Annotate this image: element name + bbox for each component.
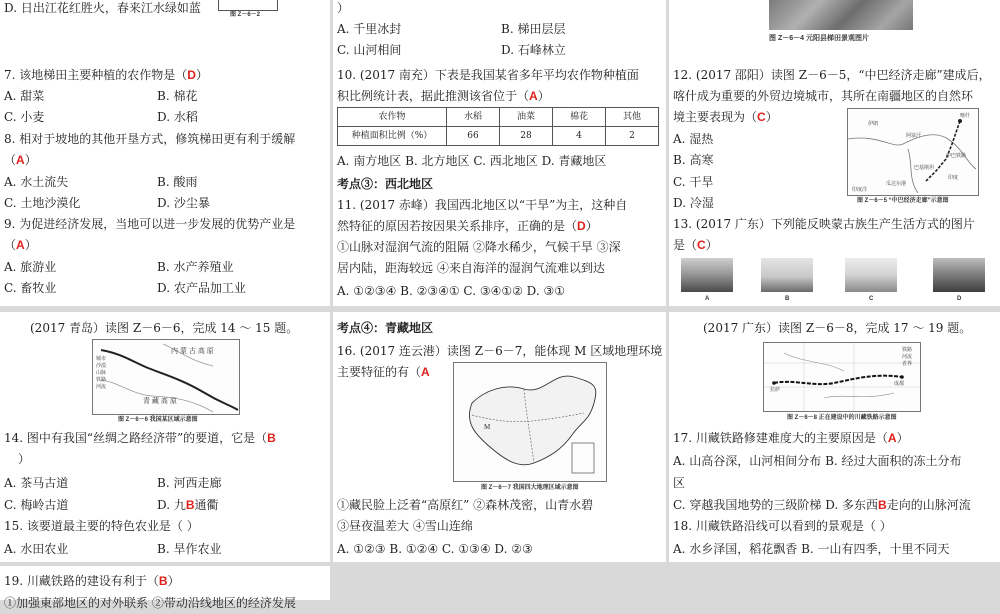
panel-q12-q13 (669, 0, 1000, 306)
answer-12: C (757, 110, 766, 124)
q14-option-c: C. 梅岭古道 (4, 498, 69, 512)
option-d-top: D. 日出江花红胜火，春来江水绿如蓝 (4, 1, 201, 15)
question-9: 9. 为促进经济发展，当地可以进一步发展的优势产业是 (4, 217, 296, 231)
q9-option-b: B. 水产养殖业 (157, 260, 234, 274)
q10-options: A. 南方地区 B. 北方地区 C. 西北地区 D. 青藏地区 (337, 154, 607, 168)
top-option-b: B. 梯田层层 (501, 22, 566, 36)
legend-item: 城市 (96, 356, 107, 362)
question-13-line2 (673, 235, 718, 256)
top-option-c: C. 山河相间 (337, 43, 402, 57)
q17-close: ） (896, 431, 909, 445)
q14-option-d-mark: B (185, 498, 195, 512)
map-label: 巴基斯坦 (914, 165, 935, 171)
question-19-line2: ①加强東部地区的对外联系 ②带动沿线地区的经济发展 (4, 596, 296, 610)
figure-caption-z68: 图 Z－6－8 正在建设中的川藏铁路示意图 (787, 415, 897, 421)
question-12: 12. (2017 邵阳）读图 Z－6－5，“中巴经济走廊”建成后， (673, 68, 991, 82)
q9-option-c: C. 畜牧业 (4, 281, 57, 295)
question-16-line3: ①藏民脸上泛着“高原红” ②森林茂密，山青水碧 (337, 498, 594, 512)
q7-option-d: D. 水稻 (157, 110, 198, 124)
legend-item: 河流 (96, 384, 107, 390)
answer-17: A (887, 431, 897, 445)
q14-text: 14. 图中有我国“丝绸之路经济带”的要道，它是（ (4, 431, 268, 445)
map-label: 瓜达尔港 (886, 181, 907, 187)
question-16: 16. (2017 连云港）读图 Z－6－7，能体现 M 区域地理环境 (337, 344, 663, 358)
map-label: 印度洋 (852, 187, 868, 193)
q9-option-d: D. 农产品加工业 (157, 281, 246, 295)
photo-label-c: C (869, 296, 874, 302)
china-regions-map (453, 362, 607, 482)
question-10-line2 (337, 86, 550, 107)
photo-label-a: A (705, 296, 710, 302)
table-header-cell: 其他 (606, 108, 659, 127)
question-7-text: 7. 该地梯田主要种植的农作物是（ (4, 68, 188, 82)
top-option-a: A. 千里冰封 (337, 22, 402, 36)
q8-close: ） (24, 153, 37, 167)
q9-open: （ (4, 238, 17, 252)
q7-option-b: B. 棉花 (157, 89, 198, 103)
question-10: 10. (2017 南充）下表是我国某省多年平均农作物种植面 (337, 68, 639, 82)
question-12-line3 (673, 107, 778, 128)
figure-caption-z65: 图 Z－6－5 “中巴经济走廊”示意图 (857, 198, 949, 204)
question-7 (4, 65, 208, 86)
figure-caption-z64: 图 Z－6－4 元阳县梯田景观图片 (769, 35, 869, 42)
table-row (338, 127, 659, 146)
question-11-line2 (337, 216, 598, 237)
panel-q16 (333, 312, 666, 562)
q11-close: ） (585, 219, 598, 233)
q11-options: A. ①②③④ B. ②③④① C. ③④①② D. ③① (337, 284, 565, 298)
q13-text2: 是（ (673, 238, 698, 252)
answer-8: A (16, 153, 25, 167)
answer-16: A (421, 365, 430, 379)
table-cell: 种植面积比例（%） (338, 127, 447, 146)
q19-close: ） (167, 574, 180, 588)
table-header-row (338, 108, 659, 127)
map-label-m: M (484, 423, 491, 431)
figure-z62-frame (218, 0, 278, 11)
terrace-photo (769, 0, 913, 30)
q18-options: A. 水乡泽国，稻花飘香 B. 一山有四季，十里不同天 (673, 542, 950, 556)
crop-area-table (337, 107, 659, 146)
q10-close: ） (537, 89, 550, 103)
table-cell: 4 (553, 127, 606, 146)
q8-option-d: D. 沙尘暴 (157, 196, 210, 210)
question-8-line2 (4, 150, 37, 171)
panel-q14-q15 (0, 312, 330, 562)
top-close-paren: ） (337, 1, 350, 15)
answer-9: A (16, 238, 25, 252)
panel-q10-q11 (333, 0, 666, 306)
q19-text: 19. 川藏铁路的建设有利于（ (4, 574, 159, 588)
answer-10: A (529, 89, 538, 103)
photo-label-b: B (785, 296, 790, 302)
q16-text2: 主要特征的有（ (337, 365, 422, 379)
figure-caption-z62: 图 Z－6－2 (230, 12, 261, 18)
table-cell: 66 (447, 127, 500, 146)
q17-text: 17. 川藏铁路修建难度大的主要原因是（ (673, 431, 888, 445)
question-11-line3: ①山脉对湿润气流的阻隔 ②降水稀少，气候干旱 ③深 (337, 240, 621, 254)
table-cell: 2 (606, 127, 659, 146)
answer-7: D (187, 68, 196, 82)
legend-item: 铁路 (902, 347, 913, 353)
q17-option-b-cont: 区 (673, 476, 686, 490)
map-label: 中巴铁路 (946, 153, 967, 159)
question-7-close: ） (195, 68, 208, 82)
question-16-line2 (337, 362, 430, 383)
intro-14-15: (2017 青岛）读图 Z－6－6，完成 14 ～ 15 题。 (30, 321, 299, 335)
table-header-cell: 水稻 (447, 108, 500, 127)
sichuan-tibet-railway-map (763, 342, 921, 412)
q17-option-cd-text: C. 穿越我国地势的三级阶梯 D. 多东西 (673, 498, 879, 512)
q14-option-d-text: D. 九 (157, 498, 186, 512)
intro-17-19: (2017 广东）读图 Z－6－8，完成 17 ～ 19 题。 (703, 321, 972, 335)
photo-label-d: D (957, 296, 962, 302)
map-label: 拉萨 (770, 387, 781, 393)
q14-option-b: B. 河西走廊 (157, 476, 222, 490)
q17-option-cd (673, 495, 971, 516)
legend-item: 铁路 (96, 377, 107, 383)
photo-option-b (761, 258, 813, 292)
answer-13: C (697, 238, 706, 252)
q12-close: ） (765, 110, 778, 124)
question-16-line4: ③昼夜温差大 ④雪山连绵 (337, 519, 473, 533)
q8-option-b: B. 酸雨 (157, 175, 198, 189)
question-9-line2 (4, 235, 37, 256)
panel-q19 (0, 566, 330, 610)
q8-open: （ (4, 153, 17, 167)
question-13: 13. (2017 广东）下列能反映蒙古族生产生活方式的图片 (673, 217, 975, 231)
map-label: 喀什 (960, 113, 971, 119)
q17-option-cd-text2: 走向的山脉河流 (886, 498, 971, 512)
panel-q7-q9 (0, 0, 330, 306)
q12-option-c: C. 干旱 (673, 175, 714, 189)
silk-road-map (92, 339, 240, 415)
question-14 (4, 428, 276, 449)
section-4-heading: 考点④：青藏地区 (337, 321, 434, 335)
map-label: 成都 (894, 381, 905, 387)
question-12-line2: 喀什成为重要的外贸边境城市，其所在南疆地区的自然环 (673, 89, 974, 103)
answer-19: B (158, 574, 168, 588)
q9-option-a: A. 旅游业 (4, 260, 57, 274)
photo-option-d (933, 258, 985, 292)
photo-option-a (681, 258, 733, 292)
q12-option-d: D. 冷湿 (673, 196, 714, 210)
q14-option-d (157, 495, 219, 516)
section-3-heading: 考点③：西北地区 (337, 177, 434, 191)
china-outline (454, 363, 606, 481)
question-15: 15. 该要道最主要的特色农业是（ ） (4, 519, 199, 533)
question-11: 11. (2017 赤峰）我国西北地区以“干旱”为主，这种自 (337, 198, 628, 212)
q11-text2: 然特征的原因若按因果关系排序，正确的是（ (337, 219, 578, 233)
q16-options: A. ①②③ B. ①②④ C. ①③④ D. ②③ (337, 542, 533, 556)
question-19 (4, 571, 180, 592)
question-14-line2: ） (18, 452, 31, 466)
table-cell: 28 (500, 127, 553, 146)
q17-option-d-mark: B (878, 498, 887, 512)
question-8: 8. 相对于坡地的其他开垦方式，修筑梯田更有利于缓解 (4, 132, 296, 146)
table-header-cell: 农作物 (338, 108, 447, 127)
q12-text3: 境主要表现为（ (673, 110, 758, 124)
question-17 (673, 428, 909, 449)
legend-item: 山脉 (96, 370, 107, 376)
map-label: 印度 (948, 175, 959, 181)
q10-text2: 积比例统计表，据此推测该省位于（ (337, 89, 530, 103)
legend-item: 沙漠 (96, 363, 107, 369)
question-11-line4: 居内陆，距海较远 ④来自海洋的湿润气流难以到达 (337, 261, 605, 275)
q17-option-ab: A. 山高谷深，山河相间分布 B. 经过大面积的冻土分布 (673, 454, 962, 468)
q14-option-d-text2: 通衢 (194, 498, 219, 512)
q15-option-a: A. 水田农业 (4, 542, 69, 556)
legend-item: 省界 (902, 361, 913, 367)
q8-option-a: A. 水土流失 (4, 175, 69, 189)
photo-option-c (845, 258, 897, 292)
map-label: 青 藏 高 原 (143, 398, 177, 405)
figure-caption-z66: 图 Z－6－6 我国某区域示意图 (118, 417, 198, 423)
q7-option-c: C. 小麦 (4, 110, 45, 124)
q8-option-c: C. 土地沙漠化 (4, 196, 81, 210)
question-18: 18. 川藏铁路沿线可以看到的景观是（ ） (673, 519, 892, 533)
q12-option-a: A. 湿热 (673, 132, 714, 146)
map-label: 阿富汗 (906, 133, 922, 139)
q9-close: ） (24, 238, 37, 252)
q7-option-a: A. 甜菜 (4, 89, 45, 103)
panel-q17-q18 (669, 312, 1000, 562)
map-label: 伊朗 (868, 121, 879, 127)
legend-item: 河流 (902, 354, 913, 360)
cpec-map (847, 108, 979, 196)
q12-option-b: B. 高寒 (673, 153, 714, 167)
table-header-cell: 棉花 (553, 108, 606, 127)
railway-map-lines (764, 343, 920, 411)
q14-option-a: A. 茶马古道 (4, 476, 69, 490)
map-label: 内 蒙 古 高 原 (171, 348, 214, 355)
table-header-cell: 油菜 (500, 108, 553, 127)
answer-14: B (267, 431, 276, 445)
q13-close: ） (705, 238, 718, 252)
top-option-d: D. 石峰林立 (501, 43, 566, 57)
q15-option-b: B. 旱作农业 (157, 542, 222, 556)
answer-11: D (577, 219, 586, 233)
figure-caption-z67: 图 Z－6－7 我国四大地理区域示意图 (481, 485, 579, 491)
